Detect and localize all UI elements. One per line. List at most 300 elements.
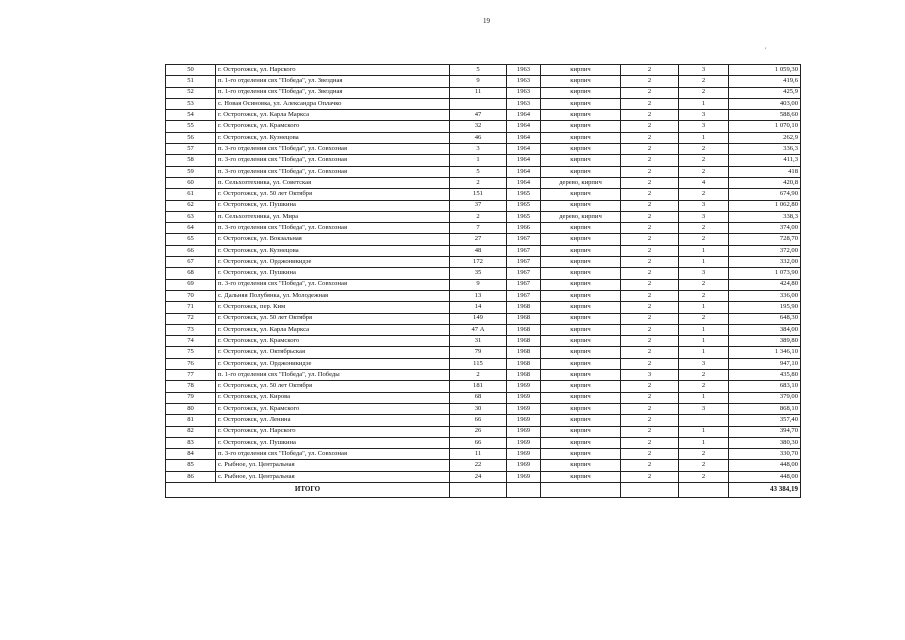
floors-cell: 2 [621, 460, 679, 471]
wall-material-cell: кирпич [541, 437, 621, 448]
table-row [166, 98, 801, 109]
table-row [166, 290, 801, 301]
wall-material-cell: кирпич [541, 392, 621, 403]
row-number: 59 [166, 166, 216, 177]
floors-cell: 2 [621, 211, 679, 222]
entrances-cell: 2 [679, 76, 729, 87]
wall-material-cell: кирпич [541, 245, 621, 256]
table-row [166, 87, 801, 98]
address-cell: п. 1-го отделения свх "Победа", ул. Звездная [216, 87, 450, 98]
house-number-cell: 149 [450, 313, 507, 324]
entrances-cell: 2 [679, 223, 729, 234]
address-cell: г. Острогожск, ул. 50 лет Октября [216, 313, 450, 324]
entrances-cell: 2 [679, 449, 729, 460]
row-number: 67 [166, 257, 216, 268]
wall-material-cell: кирпич [541, 449, 621, 460]
floors-cell: 2 [621, 189, 679, 200]
area-cell: 648,30 [729, 313, 801, 324]
table-row [166, 403, 801, 414]
entrances-cell: 2 [679, 155, 729, 166]
address-cell: п. Сельхозтехника, ул. Мира [216, 211, 450, 222]
wall-material-cell: кирпич [541, 189, 621, 200]
row-number: 66 [166, 245, 216, 256]
floors-cell: 2 [621, 347, 679, 358]
floors-cell: 2 [621, 437, 679, 448]
wall-material-cell: кирпич [541, 415, 621, 426]
address-cell: г. Острогожск, ул. Кирова [216, 392, 450, 403]
row-number: 72 [166, 313, 216, 324]
floors-cell: 2 [621, 65, 679, 76]
floors-cell: 2 [621, 144, 679, 155]
wall-material-cell: кирпич [541, 290, 621, 301]
entrances-cell: 3 [679, 200, 729, 211]
year-cell: 1969 [507, 403, 541, 414]
entrances-cell: 2 [679, 166, 729, 177]
house-number-cell: 2 [450, 370, 507, 381]
table-row [166, 132, 801, 143]
year-cell: 1968 [507, 347, 541, 358]
year-cell: 1968 [507, 358, 541, 369]
area-cell: 588,60 [729, 110, 801, 121]
entrances-cell: 3 [679, 268, 729, 279]
table-row [166, 110, 801, 121]
table-row [166, 336, 801, 347]
house-number-cell: 3 [450, 144, 507, 155]
floors-cell: 2 [621, 268, 679, 279]
area-cell: 1 059,30 [729, 65, 801, 76]
table-row [166, 257, 801, 268]
row-number: 51 [166, 76, 216, 87]
house-number-cell: 11 [450, 449, 507, 460]
wall-material-cell: кирпич [541, 223, 621, 234]
house-number-cell: 5 [450, 166, 507, 177]
year-cell: 1967 [507, 245, 541, 256]
wall-material-cell: кирпич [541, 257, 621, 268]
wall-material-cell: дерево, кирпич [541, 177, 621, 188]
area-cell: 195,90 [729, 302, 801, 313]
entrances-cell [679, 415, 729, 426]
address-cell: г. Острогожск, ул. Нарского [216, 65, 450, 76]
house-number-cell: 9 [450, 76, 507, 87]
total-row [166, 482, 801, 497]
year-cell: 1969 [507, 426, 541, 437]
row-number: 61 [166, 189, 216, 200]
area-cell: 868,10 [729, 403, 801, 414]
floors-cell: 2 [621, 279, 679, 290]
table-row [166, 347, 801, 358]
table-row [166, 189, 801, 200]
address-cell: п. Сельхозтехника, ул. Советская [216, 177, 450, 188]
floors-cell: 2 [621, 336, 679, 347]
area-cell: 728,70 [729, 234, 801, 245]
address-cell: г. Острогожск, ул. Крамского [216, 403, 450, 414]
floors-cell: 2 [621, 381, 679, 392]
house-number-cell: 26 [450, 426, 507, 437]
year-cell: 1969 [507, 471, 541, 482]
row-number: 52 [166, 87, 216, 98]
address-cell: г. Острогожск, ул. Ленина [216, 415, 450, 426]
row-number: 82 [166, 426, 216, 437]
area-cell: 403,00 [729, 98, 801, 109]
wall-material-cell: кирпич [541, 324, 621, 335]
empty-cell [507, 482, 541, 497]
entrances-cell: 3 [679, 403, 729, 414]
wall-material-cell: кирпич [541, 358, 621, 369]
year-cell: 1963 [507, 76, 541, 87]
row-number: 84 [166, 449, 216, 460]
year-cell: 1965 [507, 200, 541, 211]
table-row [166, 144, 801, 155]
year-cell: 1964 [507, 177, 541, 188]
area-cell: 357,40 [729, 415, 801, 426]
house-number-cell: 2 [450, 211, 507, 222]
house-number-cell: 79 [450, 347, 507, 358]
row-number: 65 [166, 234, 216, 245]
row-number: 55 [166, 121, 216, 132]
area-cell: 1 346,10 [729, 347, 801, 358]
table-row [166, 437, 801, 448]
area-cell: 389,80 [729, 336, 801, 347]
house-number-cell: 35 [450, 268, 507, 279]
area-cell: 1 062,80 [729, 200, 801, 211]
table-row [166, 358, 801, 369]
row-number: 63 [166, 211, 216, 222]
area-cell: 1 073,90 [729, 268, 801, 279]
address-cell: г. Острогожск, ул. Нарского [216, 426, 450, 437]
address-cell: п. 1-го отделения свх "Победа", ул. Звездная [216, 76, 450, 87]
year-cell: 1967 [507, 290, 541, 301]
area-cell: 947,10 [729, 358, 801, 369]
area-cell: 384,00 [729, 324, 801, 335]
floors-cell: 2 [621, 87, 679, 98]
table-row [166, 223, 801, 234]
area-cell: 411,3 [729, 155, 801, 166]
area-cell: 336,00 [729, 290, 801, 301]
floors-cell: 2 [621, 392, 679, 403]
area-cell: 419,6 [729, 76, 801, 87]
year-cell: 1969 [507, 437, 541, 448]
row-number: 79 [166, 392, 216, 403]
entrances-cell: 3 [679, 211, 729, 222]
table-row [166, 121, 801, 132]
address-cell: с. Рыбное, ул. Центральная [216, 460, 450, 471]
house-number-cell: 5 [450, 65, 507, 76]
floors-cell: 2 [621, 234, 679, 245]
wall-material-cell: кирпич [541, 381, 621, 392]
house-number-cell: 46 [450, 132, 507, 143]
house-number-cell: 48 [450, 245, 507, 256]
table-row [166, 65, 801, 76]
entrances-cell: 1 [679, 336, 729, 347]
address-cell: г. Острогожск, ул. Пушкина [216, 200, 450, 211]
area-cell: 330,70 [729, 449, 801, 460]
area-cell: 372,00 [729, 245, 801, 256]
year-cell: 1969 [507, 415, 541, 426]
wall-material-cell: кирпич [541, 65, 621, 76]
house-number-cell: 24 [450, 471, 507, 482]
house-number-cell: 32 [450, 121, 507, 132]
year-cell: 1968 [507, 313, 541, 324]
area-cell: 374,00 [729, 223, 801, 234]
entrances-cell: 1 [679, 324, 729, 335]
house-number-cell: 30 [450, 403, 507, 414]
table-row [166, 392, 801, 403]
year-cell: 1963 [507, 65, 541, 76]
floors-cell: 2 [621, 121, 679, 132]
wall-material-cell: кирпич [541, 121, 621, 132]
empty-cell [450, 482, 507, 497]
floors-cell: 2 [621, 110, 679, 121]
year-cell: 1968 [507, 336, 541, 347]
floors-cell: 2 [621, 155, 679, 166]
wall-material-cell: кирпич [541, 313, 621, 324]
area-cell: 336,3 [729, 144, 801, 155]
house-number-cell: 22 [450, 460, 507, 471]
entrances-cell: 2 [679, 370, 729, 381]
floors-cell: 2 [621, 76, 679, 87]
floors-cell: 2 [621, 403, 679, 414]
year-cell: 1965 [507, 189, 541, 200]
year-cell: 1964 [507, 121, 541, 132]
year-cell: 1969 [507, 449, 541, 460]
house-number-cell: 172 [450, 257, 507, 268]
house-number-cell: 181 [450, 381, 507, 392]
floors-cell: 2 [621, 257, 679, 268]
entrances-cell: 2 [679, 234, 729, 245]
address-cell: п. 3-го отделения свх "Победа", ул. Совхозная [216, 144, 450, 155]
area-cell: 435,80 [729, 370, 801, 381]
row-number: 80 [166, 403, 216, 414]
wall-material-cell: кирпич [541, 132, 621, 143]
area-cell: 448,00 [729, 460, 801, 471]
house-number-cell: 37 [450, 200, 507, 211]
address-cell: п. 3-го отделения свх "Победа", ул. Совхозная [216, 223, 450, 234]
floors-cell: 2 [621, 166, 679, 177]
table-row [166, 324, 801, 335]
entrances-cell: 2 [679, 290, 729, 301]
table-row [166, 211, 801, 222]
wall-material-cell: кирпич [541, 460, 621, 471]
entrances-cell: 1 [679, 257, 729, 268]
row-number: 71 [166, 302, 216, 313]
area-cell: 1 070,10 [729, 121, 801, 132]
address-cell: с. Рыбное, ул. Центральная [216, 471, 450, 482]
address-cell: г. Острогожск, ул. Пушкина [216, 268, 450, 279]
row-number: 50 [166, 65, 216, 76]
house-number-cell: 9 [450, 279, 507, 290]
entrances-cell: 3 [679, 65, 729, 76]
row-number: 53 [166, 98, 216, 109]
entrances-cell: 3 [679, 121, 729, 132]
table-row [166, 245, 801, 256]
table-body [166, 65, 801, 498]
row-number: 64 [166, 223, 216, 234]
house-number-cell: 14 [450, 302, 507, 313]
wall-material-cell: кирпич [541, 144, 621, 155]
floors-cell: 2 [621, 132, 679, 143]
address-cell: с. Новая Осиновка, ул. Александра Оплачко [216, 98, 450, 109]
floors-cell: 2 [621, 471, 679, 482]
row-number: 62 [166, 200, 216, 211]
year-cell: 1967 [507, 279, 541, 290]
entrances-cell: 2 [679, 189, 729, 200]
entrances-cell: 1 [679, 132, 729, 143]
address-cell: г. Острогожск, ул. Кузнецова [216, 245, 450, 256]
entrances-cell: 1 [679, 347, 729, 358]
table-row [166, 426, 801, 437]
area-cell: 418 [729, 166, 801, 177]
entrances-cell: 2 [679, 313, 729, 324]
table-row [166, 155, 801, 166]
address-cell: г. Острогожск, ул. Пушкина [216, 437, 450, 448]
row-number: 86 [166, 471, 216, 482]
year-cell: 1964 [507, 166, 541, 177]
area-cell: 332,00 [729, 257, 801, 268]
wall-material-cell: кирпич [541, 336, 621, 347]
page-number: 19 [483, 17, 490, 25]
row-number: 68 [166, 268, 216, 279]
row-number: 60 [166, 177, 216, 188]
floors-cell: 2 [621, 290, 679, 301]
entrances-cell: 2 [679, 381, 729, 392]
floors-cell: 2 [621, 426, 679, 437]
area-cell: 338,3 [729, 211, 801, 222]
wall-material-cell: кирпич [541, 426, 621, 437]
wall-material-cell: кирпич [541, 279, 621, 290]
table-row [166, 234, 801, 245]
house-number-cell: 47 А [450, 324, 507, 335]
entrances-cell: 1 [679, 98, 729, 109]
table-row [166, 302, 801, 313]
row-number: 73 [166, 324, 216, 335]
floors-cell: 2 [621, 324, 679, 335]
year-cell: 1967 [507, 257, 541, 268]
row-number: 56 [166, 132, 216, 143]
row-number: 83 [166, 437, 216, 448]
area-cell: 448,00 [729, 471, 801, 482]
floors-cell: 2 [621, 358, 679, 369]
year-cell: 1964 [507, 132, 541, 143]
row-number: 76 [166, 358, 216, 369]
floors-cell: 2 [621, 302, 679, 313]
floors-cell: 2 [621, 177, 679, 188]
entrances-cell: 2 [679, 279, 729, 290]
year-cell: 1969 [507, 460, 541, 471]
address-cell: г. Острогожск, ул. Крамского [216, 121, 450, 132]
table-row [166, 177, 801, 188]
wall-material-cell: кирпич [541, 87, 621, 98]
floors-cell: 2 [621, 223, 679, 234]
address-cell: г. Острогожск, ул. Карла Маркса [216, 324, 450, 335]
row-number: 58 [166, 155, 216, 166]
address-cell: г. Острогожск, ул. Орджоникидзе [216, 257, 450, 268]
housing-register-table [165, 64, 801, 498]
area-cell: 262,9 [729, 132, 801, 143]
row-number: 70 [166, 290, 216, 301]
year-cell: 1965 [507, 211, 541, 222]
address-cell: г. Острогожск, ул. Октябрьская [216, 347, 450, 358]
entrances-cell: 1 [679, 426, 729, 437]
address-cell: г. Острогожск, ул. Вокзальная [216, 234, 450, 245]
wall-material-cell: кирпич [541, 471, 621, 482]
address-cell: г. Острогожск, пер. Ким [216, 302, 450, 313]
entrances-cell: 1 [679, 245, 729, 256]
floors-cell: 2 [621, 313, 679, 324]
row-number: 54 [166, 110, 216, 121]
house-number-cell: 11 [450, 87, 507, 98]
house-number-cell: 1 [450, 155, 507, 166]
address-cell: п. 1-го отделения свх "Победа", ул. Победы [216, 370, 450, 381]
table-row [166, 200, 801, 211]
area-cell: 420,8 [729, 177, 801, 188]
floors-cell: 3 [621, 370, 679, 381]
year-cell: 1968 [507, 370, 541, 381]
row-number: 81 [166, 415, 216, 426]
house-number-cell: 66 [450, 437, 507, 448]
table-row [166, 313, 801, 324]
entrances-cell: 3 [679, 110, 729, 121]
house-number-cell: 31 [450, 336, 507, 347]
address-cell: п. 3-го отделения свх "Победа", ул. Совхозная [216, 166, 450, 177]
wall-material-cell: кирпич [541, 268, 621, 279]
year-cell: 1966 [507, 223, 541, 234]
year-cell: 1964 [507, 155, 541, 166]
total-area-value: 43 384,19 [729, 482, 801, 497]
row-number: 69 [166, 279, 216, 290]
row-number: 75 [166, 347, 216, 358]
area-cell: 380,30 [729, 437, 801, 448]
house-number-cell: 151 [450, 189, 507, 200]
floors-cell: 2 [621, 200, 679, 211]
address-cell: п. 3-го отделения свх "Победа", ул. Совхозная [216, 155, 450, 166]
address-cell: г. Острогожск, ул. Карла Маркса [216, 110, 450, 121]
wall-material-cell: кирпич [541, 302, 621, 313]
wall-material-cell: кирпич [541, 234, 621, 245]
wall-material-cell: кирпич [541, 155, 621, 166]
empty-cell [621, 482, 679, 497]
year-cell: 1963 [507, 98, 541, 109]
address-cell: г. Острогожск, ул. Кузнецова [216, 132, 450, 143]
year-cell: 1964 [507, 110, 541, 121]
entrances-cell: 2 [679, 460, 729, 471]
table-row [166, 415, 801, 426]
address-cell: г. Острогожск, ул. 50 лет Октября [216, 381, 450, 392]
year-cell: 1969 [507, 381, 541, 392]
table-row [166, 166, 801, 177]
house-number-cell: 13 [450, 290, 507, 301]
table-row [166, 460, 801, 471]
table-row [166, 449, 801, 460]
wall-material-cell: кирпич [541, 166, 621, 177]
row-number: 57 [166, 144, 216, 155]
total-label: ИТОГО [166, 482, 450, 497]
house-number-cell: 115 [450, 358, 507, 369]
wall-material-cell: кирпич [541, 98, 621, 109]
year-cell: 1967 [507, 234, 541, 245]
area-cell: 425,9 [729, 87, 801, 98]
row-number: 77 [166, 370, 216, 381]
empty-cell [541, 482, 621, 497]
year-cell: 1968 [507, 324, 541, 335]
table-row [166, 76, 801, 87]
table-row [166, 370, 801, 381]
area-cell: 683,10 [729, 381, 801, 392]
entrances-cell: 1 [679, 437, 729, 448]
corner-mark: , [765, 44, 767, 50]
floors-cell: 2 [621, 449, 679, 460]
year-cell: 1968 [507, 302, 541, 313]
house-number-cell: 27 [450, 234, 507, 245]
